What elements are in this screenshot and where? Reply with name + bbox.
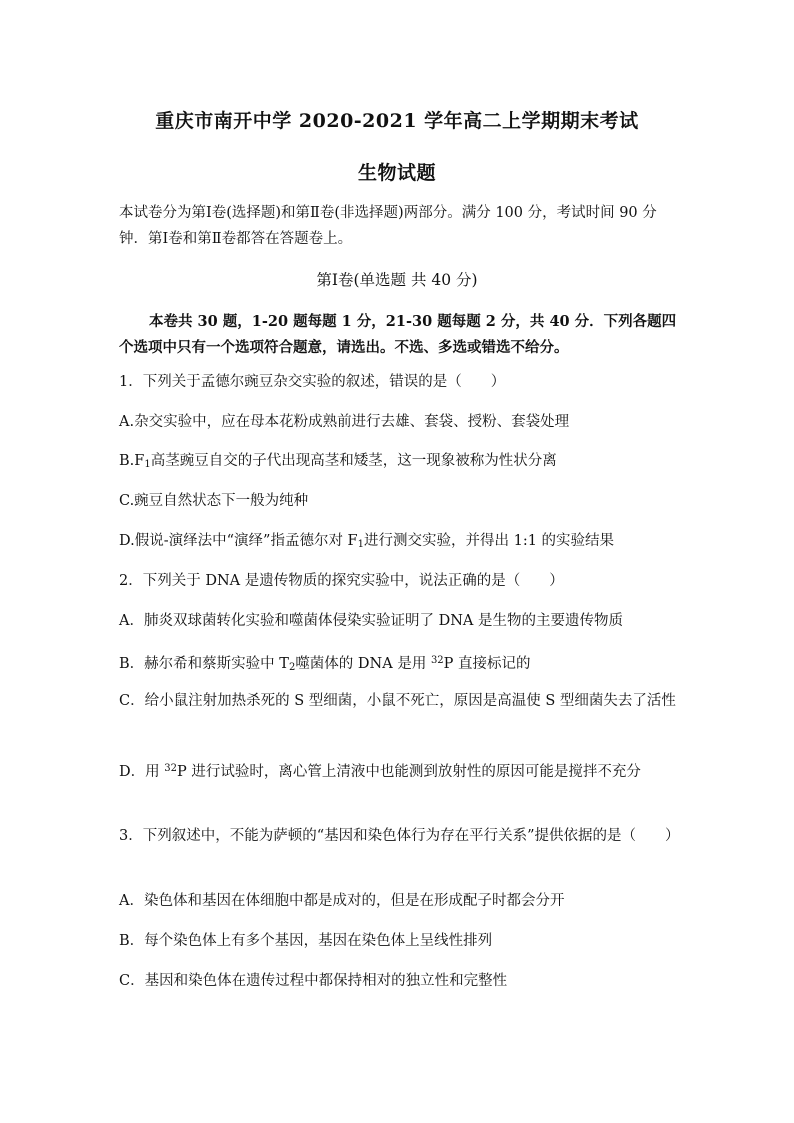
q1-b-pre: B.F [119,453,145,469]
q1-d-post: 进行测交实验，并得出 1:1 的实验结果 [364,533,615,549]
q1-option-d [119,529,679,557]
q3-option-b: B．每个染色体上有多个基因，基因在染色体上呈线性排列 [119,933,493,949]
q2-option-d [119,756,679,785]
q2-d-pre: D．用 [119,764,165,780]
q2-option-b [119,649,679,680]
q3-stem: 3．下列叙述中，不能为萨顿的“基因和染色体行为存在平行关系”提供依据的是（ ） [119,828,680,844]
q2-b-mid: 噬菌体的 DNA 是用 [295,656,431,672]
exam-subtitle: 生物试题 [357,162,436,184]
q1-d-pre: D.假说-演绎法中“演绎”指孟德尔对 F [119,533,358,549]
q2-option-a: A．肺炎双球菌转化实验和噬菌体侵染实验证明了 DNA 是生物的主要遗传物质 [119,613,623,629]
exam-title: 重庆市南开中学 2020-2021 学年高二上学期期末考试 [155,110,639,132]
q1-b-post: 高茎豌豆自交的子代出现高茎和矮茎，这一现象被称为性状分离 [150,453,557,469]
q2-b-pre: B．赫尔希和蔡斯实验中 T [119,656,289,672]
q2-stem: 2．下列关于 DNA 是遗传物质的探究实验中，说法正确的是（ ） [119,573,564,589]
section-instructions: 本卷共 30 题，1-20 题每题 1 分，21-30 题每题 2 分，共 40 分．下列各题四个选项中只有一个选项符合题意，请选出。不选、多选或错选不给分。 [119,313,677,356]
q1-b-sub: 1 [144,459,151,470]
q2-d-sup: 32 [164,763,177,774]
q1-option-a: A.杂交实验中，应在母本花粉成熟前进行去雄、套袋、授粉、套袋处理 [119,414,570,430]
q3-option-a: A．染色体和基因在体细胞中都是成对的，但是在形成配子时都会分开 [119,893,565,909]
q2-b-sub: 2 [288,662,296,673]
section-title: 第Ⅰ卷(单选题 共 40 分) [316,271,478,289]
q1-stem: 1．下列关于孟德尔豌豆杂交实验的叙述，错误的是（ ） [119,374,506,390]
q1-option-c: C.豌豆自然状态下一般为纯种 [119,493,309,509]
q1-d-sub: 1 [357,539,364,550]
q2-b-sup: 32 [430,655,444,666]
q2-b-post: P 直接标记的 [443,656,531,672]
q2-option-c: C．给小鼠注射加热杀死的 S 型细菌，小鼠不死亡，原因是高温使 S 型细菌失去了活性 [119,693,676,709]
q3-option-c: C．基因和染色体在遗传过程中都保持相对的独立性和完整性 [119,973,508,989]
q2-d-post: P 进行试验时，离心管上清液中也能测到放射性的原因可能是搅拌不充分 [176,764,641,780]
exam-intro: 本试卷分为第Ⅰ卷(选择题)和第Ⅱ卷(非选择题)两部分。满分 100 分，考试时间 90 分钟．第Ⅰ卷和第Ⅱ卷都答在答题卷上。 [119,205,657,247]
q1-option-b [119,449,679,477]
